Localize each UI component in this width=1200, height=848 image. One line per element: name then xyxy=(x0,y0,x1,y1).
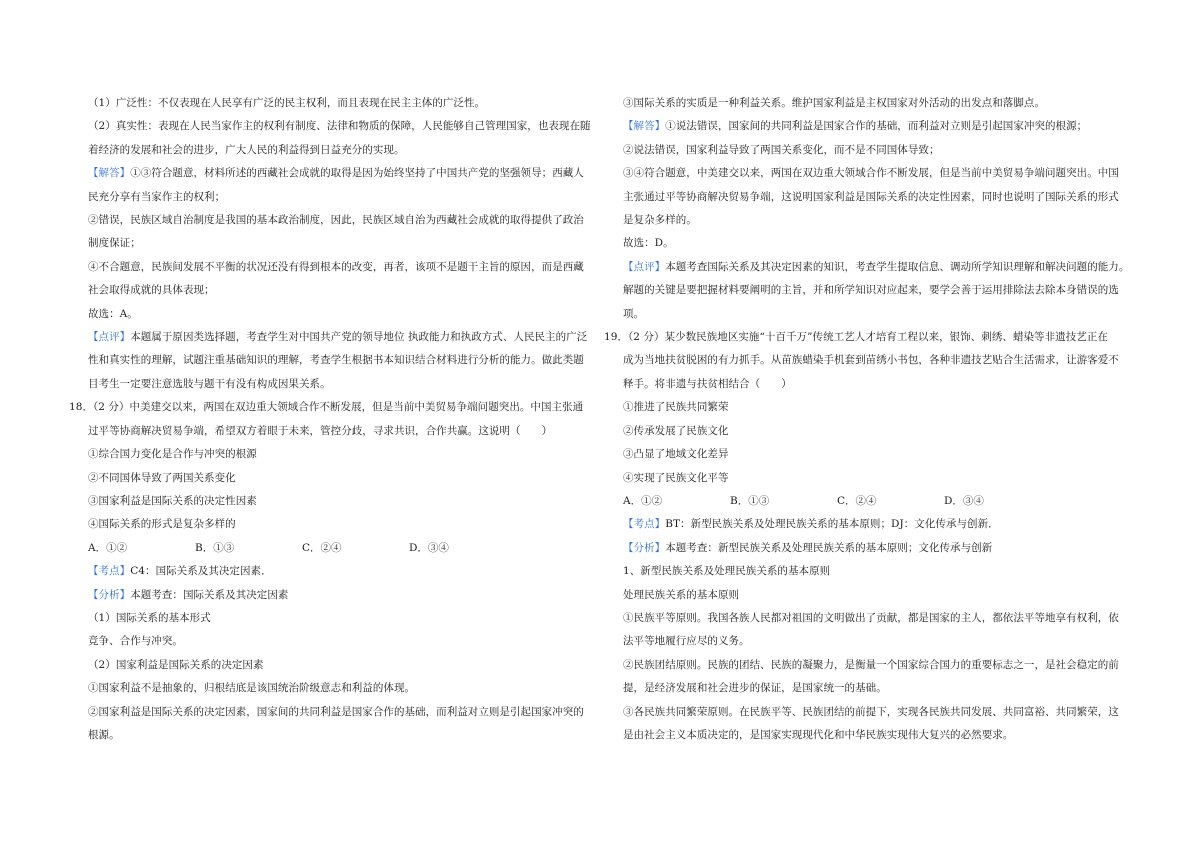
text-line: 法平等地履行应尽的义务。 xyxy=(623,635,750,648)
text-line: 提，是经济发展和社会进步的保证，是国家统一的基础。 xyxy=(623,682,887,695)
text-line: 社会取得成就的具体表现； xyxy=(88,284,215,297)
answer-text: ①说法错误，国家间的共同利益是国家合作的基础，而利益对立则是引起国家冲突的根源； xyxy=(665,120,1088,133)
answer-options xyxy=(88,537,608,560)
question-19-stem: 19．（2 分）某少数民族地区实施“十百千万”传统工艺人才培育工程以来，银饰、刺绣、蜡染等非遗技艺正在 xyxy=(604,331,1108,344)
answer-text: ①③符合题意，材料所述的西藏社会成就的取得是因为始终坚持了中国共产党的坚强领导；西藏人 xyxy=(130,167,584,180)
statement-3: ③国家利益是国际关系的决定性因素 xyxy=(88,494,257,507)
comment-line xyxy=(623,256,1128,279)
text-line: ②错误，民族区域自治制度是我国的基本政治制度，因此，民族区域自治为西藏社会成就的取得提供了政治 xyxy=(88,214,584,227)
option-c: C．②④ xyxy=(837,494,877,507)
text-line: 成为当地扶贫脱困的有力抓手。从苗族蜡染手机套到苗绣小书包，各种非遗技艺贴合生活需求，让游客爱不 xyxy=(623,354,1119,367)
text-line: （2）国家利益是国际关系的决定因素 xyxy=(88,658,264,671)
knowledge-point-text: BT：新型民族关系及处理民族关系的基本原则；DJ：文化传承与创新． xyxy=(665,518,999,531)
comment-line xyxy=(88,326,608,349)
text-line: 着经济的发展和社会的进步，广大人民的利益得到日益充分的实现。 xyxy=(88,143,405,156)
statement-4: ④实现了民族文化平等 xyxy=(623,471,729,484)
text-line: ②国家利益是国际关系的决定因素，国家间的共同利益是国家合作的基础，而利益对立则是引起国家冲突的 xyxy=(88,705,584,718)
knowledge-point-line xyxy=(623,513,1128,536)
option-d: D．③④ xyxy=(944,494,984,507)
knowledge-point-tag: 【考点】 xyxy=(623,518,666,531)
analysis-line xyxy=(88,584,608,607)
option-d: D．③④ xyxy=(409,541,449,554)
text-line: 制度保证； xyxy=(88,237,141,250)
option-a: A．①② xyxy=(88,541,128,554)
text-line: 根源。 xyxy=(88,728,120,741)
text-line: 故选：A。 xyxy=(88,307,138,320)
text-line: 项。 xyxy=(623,307,645,320)
statement-3: ③凸显了地域文化差异 xyxy=(623,448,729,461)
option-c: C．②④ xyxy=(302,541,342,554)
text-line: 解题的关键是要把握材料要阐明的主旨，并和所学知识对应起来，要学会善于运用排除法去除本身错误的选 xyxy=(623,284,1119,297)
statement-1: ①推进了民族共同繁荣 xyxy=(623,401,729,414)
text-line: ①国家利益不是抽象的，归根结底是该国统治阶级意志和利益的体现。 xyxy=(88,682,416,695)
comment-text: 本题考查国际关系及其决定因素的知识，考查学生提取信息、调动所学知识理解和解决问题的能力。 xyxy=(665,260,1130,273)
knowledge-point-text: C4：国际关系及其决定因素． xyxy=(130,565,272,578)
right-column xyxy=(604,92,1130,747)
comment-text: 本题属于原因类选择题，考查学生对中国共产党的领导地位 执政能力和执政方式、人民民主的广泛 xyxy=(130,331,588,344)
statement-2: ②不同国体导致了两国关系变化 xyxy=(88,471,236,484)
text-line: ①民族平等原则。我国各族人民都对祖国的文明做出了贡献，都是国家的主人，都依法平等地享有权利，依 xyxy=(623,611,1119,624)
text-line: 竞争、合作与冲突。 xyxy=(88,635,183,648)
comment-tag: 【点评】 xyxy=(88,331,131,344)
knowledge-point-tag: 【考点】 xyxy=(88,565,131,578)
text-line: 是复杂多样的。 xyxy=(623,214,697,227)
analysis-line xyxy=(623,537,1128,560)
answer-tag: 【解答】 xyxy=(623,120,666,133)
statement-4: ④国际关系的形式是复杂多样的 xyxy=(88,518,236,531)
text-line: ④不合题意，民族间发展不平衡的状况还没有得到根本的改变，再者，该项不是题干主旨的原因，而是西藏 xyxy=(88,260,584,273)
text-line: ②说法错误，国家利益导致了两国关系变化，而不是不同国体导致； xyxy=(623,143,940,156)
text-line: 处理民族关系的基本原则 xyxy=(623,588,740,601)
answer-tag: 【解答】 xyxy=(88,167,131,180)
left-column xyxy=(69,92,608,747)
question-18-stem: 18．（2 分）中美建交以来，两国在双边重大领域合作不断发展，但是当前中美贸易争端问题突出。中国主张通 xyxy=(69,401,584,414)
analysis-text: 本题考查：国际关系及其决定因素 xyxy=(130,588,289,601)
text-line: ③各民族共同繁荣原则。在民族平等、民族团结的前提下，实现各民族共同发展、共同富裕、共同繁荣，这 xyxy=(623,705,1119,718)
text-line: 过平等协商解决贸易争端，希望双方着眼于未来，管控分歧，寻求共识，合作共赢。这说明（ ） xyxy=(88,424,553,437)
analysis-text: 本题考查：新型民族关系及处理民族关系的基本原则；文化传承与创新 xyxy=(665,541,993,554)
option-a: A．①② xyxy=(623,494,663,507)
option-b: B．①③ xyxy=(195,541,235,554)
statement-2: ②传承发展了民族文化 xyxy=(623,424,729,437)
text-line: 民充分享有当家作主的权利； xyxy=(88,190,226,203)
text-line: （2）真实性：表现在人民当家作主的权利有制度、法律和物质的保障，人民能够自己管理国家，也表现在随 xyxy=(88,120,591,133)
answer-line xyxy=(623,115,1128,138)
text-line: 是由社会主义本质决定的，是国家实现现代化和中华民族实现伟大复兴的必然要求。 xyxy=(623,728,1014,741)
text-line: 目考生一定要注意选肢与题干有没有构成因果关系。 xyxy=(88,377,331,390)
text-line: （1）广泛性：不仅表现在人民享有广泛的民主权利，而且表现在民主主体的广泛性。 xyxy=(88,97,486,109)
text-line: （1）国际关系的基本形式 xyxy=(88,611,211,624)
answer-options xyxy=(623,490,1128,513)
text-line: 故选：D。 xyxy=(623,237,674,250)
analysis-tag: 【分析】 xyxy=(623,541,666,554)
text-line: ③国际关系的实质是一种利益关系。维护国家利益是主权国家对外活动的出发点和落脚点。 xyxy=(623,97,1045,109)
answer-line xyxy=(88,162,608,185)
analysis-tag: 【分析】 xyxy=(88,588,131,601)
knowledge-point-line xyxy=(88,560,608,583)
text-line: 释手。将非遗与扶贫相结合（ ） xyxy=(623,377,792,390)
text-line: ②民族团结原则。民族的团结、民族的凝聚力，是衡量一个国家综合国力的重要标志之一，是社会稳定的前 xyxy=(623,658,1119,671)
text-line: 1、新型民族关系及处理民族关系的基本原则 xyxy=(623,565,831,578)
statement-1: ①综合国力变化是合作与冲突的根源 xyxy=(88,448,257,461)
text-line: 性和真实性的理解，试题注重基础知识的理解，考查学生根据书本知识结合材料进行分析的能力。做此类题 xyxy=(88,354,584,367)
comment-tag: 【点评】 xyxy=(623,260,666,273)
text-line: ③④符合题意，中美建交以来，两国在双边重大领域合作不断发展，但是当前中美贸易争端问题突出。中国 xyxy=(623,167,1119,180)
option-b: B．①③ xyxy=(730,494,770,507)
text-line: 主张通过平等协商解决贸易争端，这说明国家利益是国际关系的决定性因素，同时也说明了国际关系的形式 xyxy=(623,190,1119,203)
